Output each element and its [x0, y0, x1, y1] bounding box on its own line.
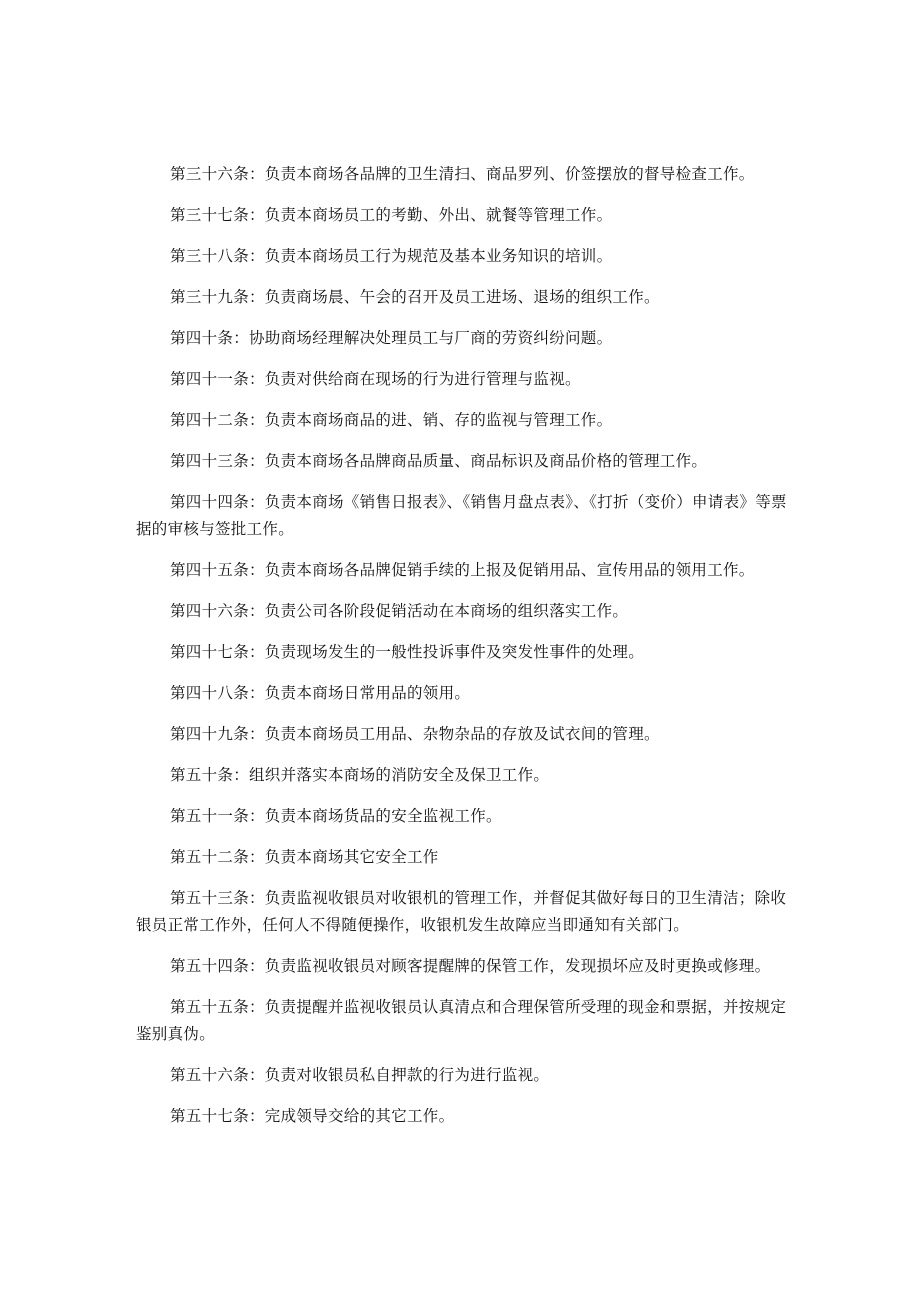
article-43: 第四十三条：负责本商场各品牌商品质量、商品标识及商品价格的管理工作。	[170, 452, 708, 470]
article-53: 第五十三条：负责监视收银员对收银机的管理工作，并督促其做好每日的卫生清洁；除收银员正常工作外，任何人不得随便操作，收银机发生故障应当即通知有关部门。	[136, 889, 787, 934]
article-57: 第五十七条：完成领导交给的其它工作。	[170, 1107, 455, 1125]
article-45: 第四十五条：负责本商场各品牌促销手续的上报及促销用品、宣传用品的领用工作。	[170, 561, 755, 579]
article-50: 第五十条：组织并落实本商场的消防安全及保卫工作。	[170, 766, 550, 784]
article-49: 第四十九条：负责本商场员工用品、杂物杂品的存放及试衣间的管理。	[170, 725, 660, 743]
article-41: 第四十一条：负责对供给商在现场的行为进行管理与监视。	[170, 370, 581, 388]
article-44: 第四十四条：负责本商场《销售日报表》、《销售月盘点表》、《打折（变价）申请表》等票据的审核与签批工作。	[136, 493, 787, 538]
article-47: 第四十七条：负责现场发生的一般性投诉事件及突发性事件的处理。	[170, 643, 645, 661]
article-46: 第四十六条：负责公司各阶段促销活动在本商场的组织落实工作。	[170, 602, 629, 620]
article-40: 第四十条：协助商场经理解决处理员工与厂商的劳资纠纷问题。	[170, 329, 613, 347]
article-36: 第三十六条：负责本商场各品牌的卫生清扫、商品罗列、价签摆放的督导检查工作。	[170, 165, 755, 183]
document-body	[136, 161, 800, 1144]
article-48: 第四十八条：负责本商场日常用品的领用。	[170, 684, 471, 702]
article-52: 第五十二条：负责本商场其它安全工作	[170, 848, 439, 866]
article-42: 第四十二条：负责本商场商品的进、销、存的监视与管理工作。	[170, 411, 613, 429]
article-38: 第三十八条：负责本商场员工行为规范及基本业务知识的培训。	[170, 247, 613, 265]
article-39: 第三十九条：负责商场晨、午会的召开及员工进场、退场的组织工作。	[170, 288, 660, 306]
article-55: 第五十五条：负责提醒并监视收银员认真清点和合理保管所受理的现金和票据，并按规定鉴别真伪。	[136, 998, 787, 1043]
article-51: 第五十一条：负责本商场货品的安全监视工作。	[170, 807, 502, 825]
article-37: 第三十七条：负责本商场员工的考勤、外出、就餐等管理工作。	[170, 206, 613, 224]
article-54: 第五十四条：负责监视收银员对顾客提醒牌的保管工作，发现损坏应及时更换或修理。	[170, 957, 771, 975]
article-56: 第五十六条：负责对收银员私自押款的行为进行监视。	[170, 1066, 550, 1084]
